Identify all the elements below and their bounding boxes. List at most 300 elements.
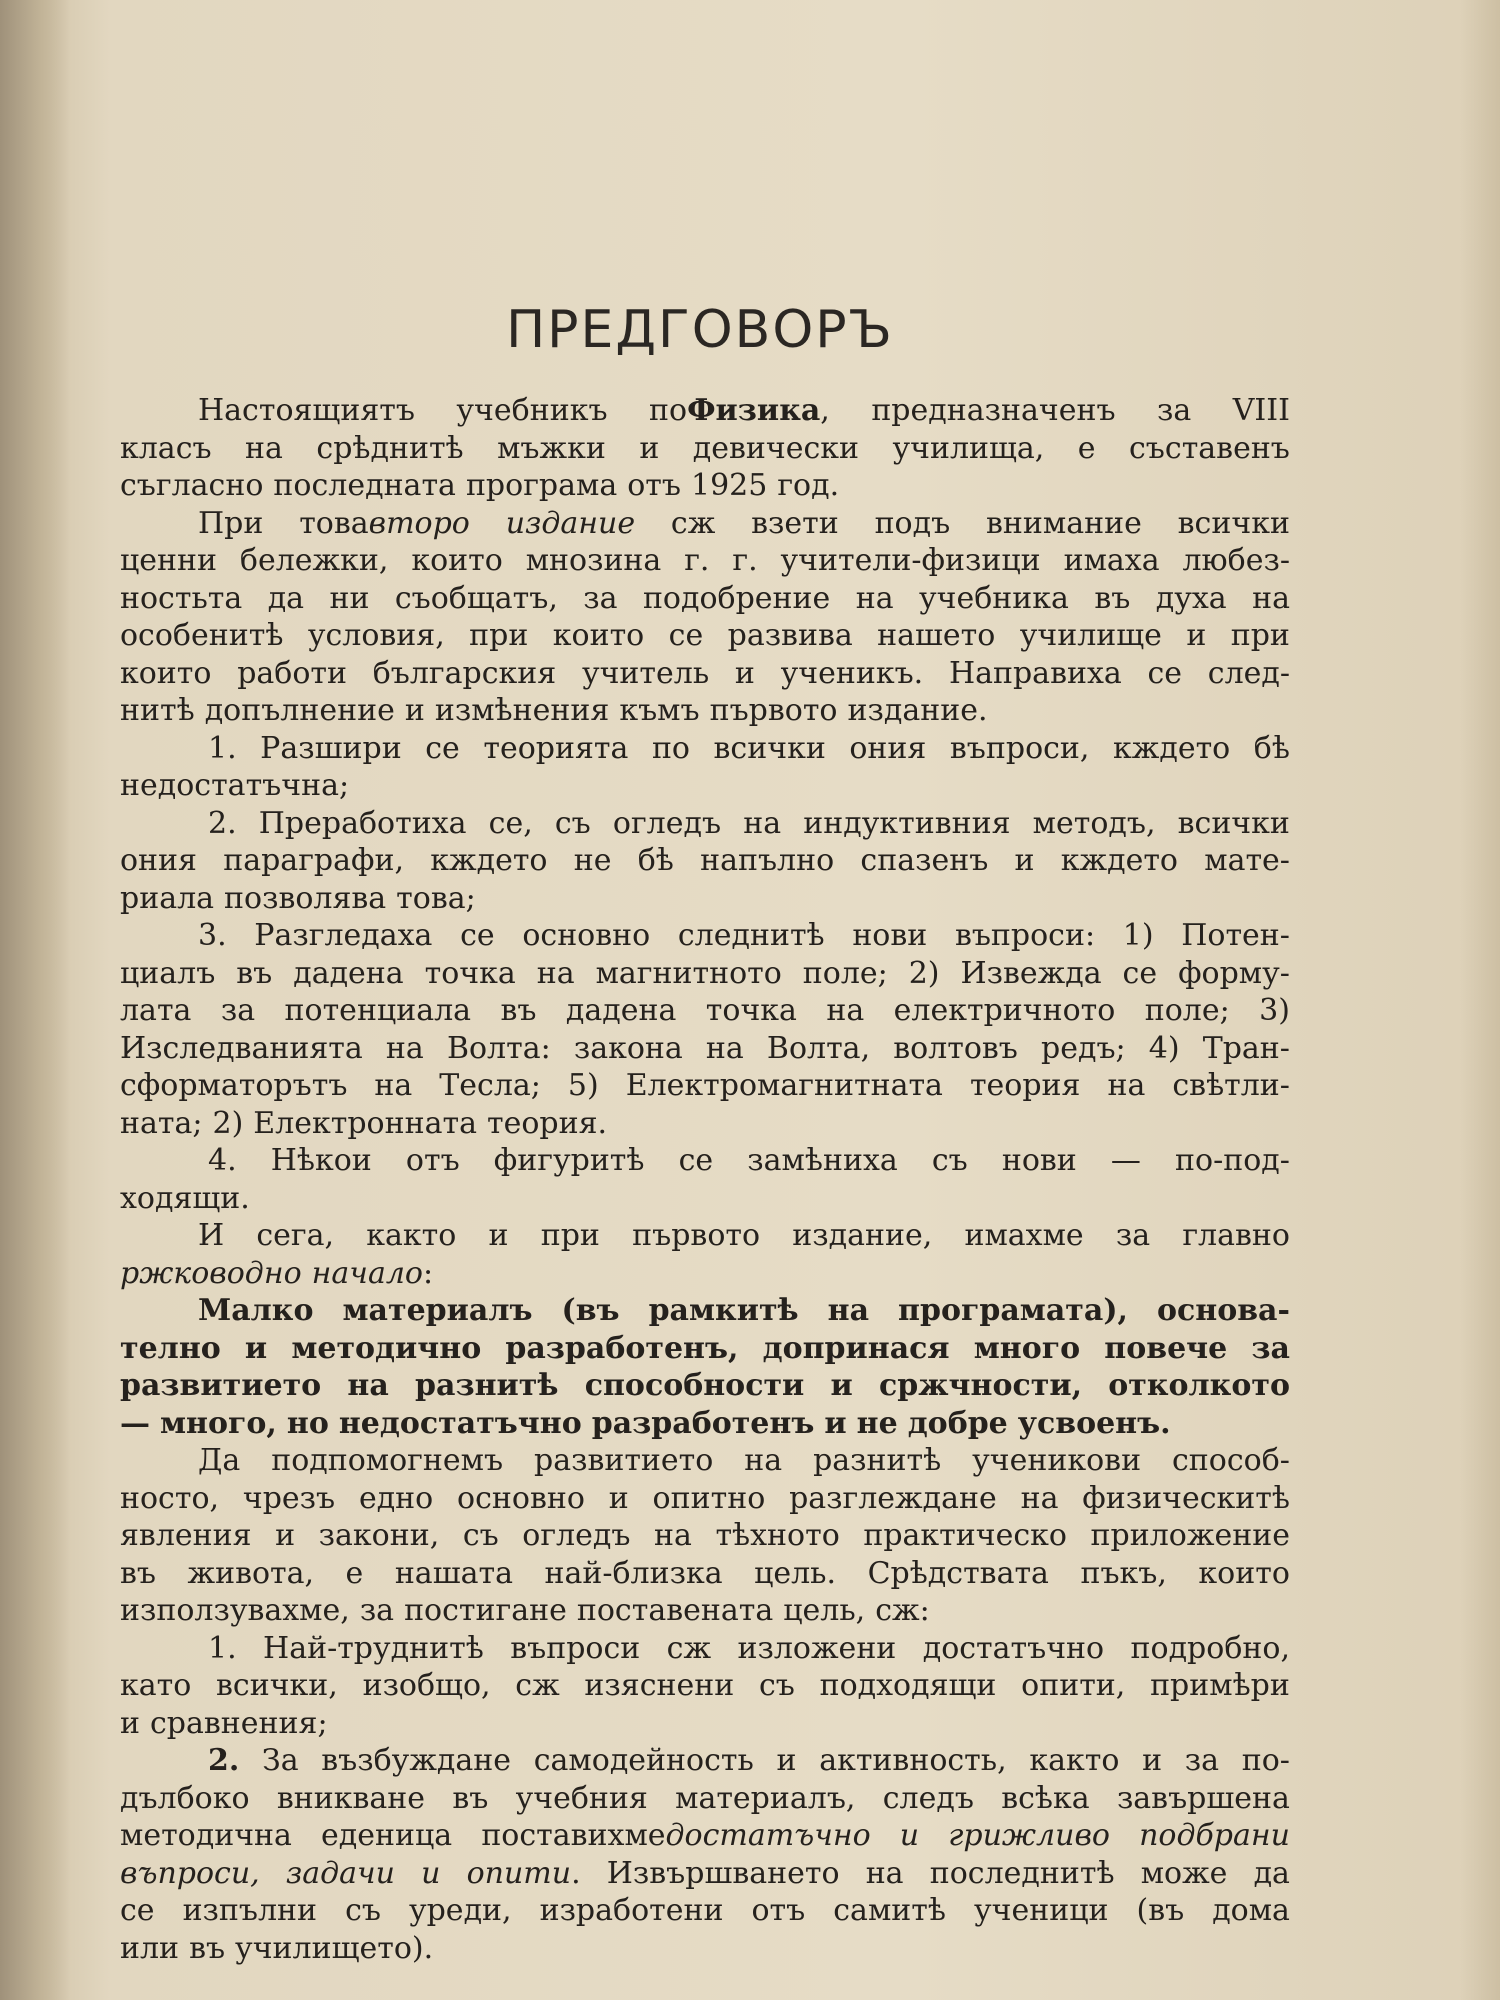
word: поле; <box>802 955 888 991</box>
word: и <box>734 655 755 691</box>
text-line <box>120 1142 1290 1180</box>
word: Направиха <box>948 655 1122 691</box>
word: не <box>573 843 612 878</box>
word: Потен- <box>1181 918 1290 953</box>
word: всички <box>713 730 826 766</box>
text-line <box>120 1367 1290 1405</box>
preface-text <box>120 392 1290 1967</box>
word: учитель <box>581 655 710 691</box>
word: Волта: <box>446 1030 551 1066</box>
text-line <box>120 1930 1290 1968</box>
word: грижливо <box>948 1818 1110 1853</box>
word: ни <box>329 580 370 616</box>
word: любез- <box>1182 543 1290 578</box>
word: теория <box>969 1068 1081 1103</box>
word: първото <box>709 693 838 728</box>
word: Изследванията <box>120 1030 363 1066</box>
word: сега, <box>256 1218 335 1253</box>
word: подробно, <box>1130 1630 1290 1666</box>
word: и <box>830 1368 853 1403</box>
word: въ <box>500 993 537 1028</box>
word: начало: <box>311 1255 434 1291</box>
word: подъ <box>874 505 951 541</box>
word: внимание <box>986 505 1142 541</box>
word: материалъ, <box>675 1780 856 1816</box>
word: и <box>608 1480 629 1516</box>
word: на <box>654 1518 692 1553</box>
word: Преработиха <box>258 805 467 841</box>
word: въ <box>189 1930 226 1966</box>
word: цель. <box>754 1555 837 1591</box>
word: програма <box>465 468 618 503</box>
word: и <box>899 1818 920 1853</box>
word: следнитѣ <box>677 918 825 953</box>
word: товавторо <box>299 505 470 541</box>
word: срѣднитѣ <box>316 430 464 466</box>
word: за <box>1251 1330 1290 1366</box>
word: Нѣкои <box>270 1143 372 1178</box>
word: живота, <box>187 1555 315 1591</box>
word: разработенъ <box>591 1405 815 1441</box>
word: или <box>120 1930 180 1966</box>
word: се <box>1147 655 1183 691</box>
word: Тран- <box>1202 1030 1290 1066</box>
text-line <box>120 1330 1290 1368</box>
word: да <box>267 580 305 616</box>
word: за <box>359 1593 395 1628</box>
word: използувахме, <box>120 1593 350 1628</box>
word: год. <box>777 468 840 503</box>
word: на <box>536 955 575 991</box>
text-line <box>120 1855 1290 1893</box>
word: ония <box>849 730 927 766</box>
text-line <box>120 580 1290 618</box>
word: самитѣ <box>833 1893 946 1928</box>
word: по <box>651 730 690 766</box>
word: всѣка <box>1001 1780 1090 1816</box>
word: съгласно <box>120 468 264 503</box>
text-line <box>120 1292 1290 1330</box>
word: учебния <box>515 1780 648 1816</box>
word: бележки, <box>239 543 389 578</box>
word: бѣ <box>1253 730 1290 766</box>
text-line <box>120 505 1290 543</box>
word: точка <box>424 955 516 991</box>
word: нитѣ <box>120 693 195 728</box>
word: сравнения; <box>150 1705 328 1741</box>
word: за <box>220 993 256 1028</box>
word: спазенъ <box>860 843 989 878</box>
word: които <box>120 655 212 691</box>
word: много <box>973 1330 1081 1366</box>
word: материалъ <box>342 1293 533 1328</box>
word: и <box>421 1855 441 1891</box>
word: може <box>1140 1855 1228 1891</box>
word: достатъчно <box>922 1630 1105 1666</box>
word: отъ <box>751 1893 806 1928</box>
text-line <box>120 842 1290 880</box>
word: както <box>366 1218 457 1253</box>
word: на <box>855 580 894 616</box>
word: съ <box>758 1668 795 1703</box>
word: кждето <box>1060 843 1178 878</box>
word: 3. <box>198 918 227 953</box>
word: издание. <box>847 693 988 728</box>
word: къмъ <box>619 693 700 728</box>
word: последната <box>273 468 456 503</box>
word: — <box>120 1405 150 1441</box>
word: поставената <box>576 1593 774 1628</box>
word: допринася <box>762 1330 950 1366</box>
word: имаха <box>1063 543 1160 578</box>
word: на <box>347 1368 389 1403</box>
word: лата <box>120 993 192 1028</box>
word: мнозина <box>525 543 662 578</box>
word: следъ <box>882 1780 974 1816</box>
word: се <box>460 918 495 953</box>
word: дома <box>1212 1893 1290 1928</box>
word: форму- <box>1178 955 1290 991</box>
word: ученикови <box>972 1443 1142 1478</box>
word: Най-труднитѣ <box>263 1630 484 1666</box>
word: Настоящиятъ <box>198 393 415 428</box>
word: пъкъ, <box>1080 1555 1167 1591</box>
word: Електромагнитната <box>625 1068 943 1103</box>
word: ходящи. <box>120 1180 250 1216</box>
word: подбрани <box>1139 1818 1290 1853</box>
text-line <box>120 655 1290 693</box>
word: въпроси, <box>120 1855 260 1891</box>
word: българския <box>372 655 557 691</box>
word: поФизика, <box>649 393 830 428</box>
word: едно <box>358 1480 434 1516</box>
word: фигуритѣ <box>493 1143 645 1178</box>
word: въпроси <box>510 1630 641 1666</box>
word: отъ <box>627 468 681 503</box>
word: и <box>244 1330 268 1366</box>
word: училището). <box>235 1930 434 1966</box>
word: ценни <box>120 543 218 578</box>
word: класъ <box>120 430 212 466</box>
word: и <box>824 1405 847 1441</box>
word: имахме <box>964 1218 1084 1253</box>
text-line <box>120 767 1290 805</box>
word: на <box>1020 1480 1059 1516</box>
word: на <box>827 1293 870 1328</box>
word: добре <box>907 1405 1008 1441</box>
word: съ <box>345 1893 381 1928</box>
word: това; <box>396 880 476 916</box>
text-line <box>120 1630 1290 1668</box>
word: нашата <box>394 1555 513 1591</box>
word: 4. <box>208 1143 237 1178</box>
word: електричното <box>893 993 1116 1028</box>
word: съ <box>462 1518 499 1553</box>
text-line <box>120 692 1290 730</box>
word: подобрение <box>642 580 831 616</box>
word: и <box>275 1518 296 1553</box>
word: въ <box>1094 580 1131 616</box>
text-line <box>120 1892 1290 1930</box>
word: като <box>120 1668 192 1703</box>
word: условия, <box>307 618 445 653</box>
word: отколкото <box>1108 1368 1290 1403</box>
word: изработени <box>539 1893 724 1928</box>
word: учебника <box>919 580 1069 616</box>
word: приложение <box>1090 1518 1290 1553</box>
word: всички, <box>216 1668 338 1703</box>
word: мъжки <box>497 430 606 466</box>
word: опити. <box>466 1855 581 1891</box>
word: замѣниха <box>747 1143 898 1178</box>
text-line <box>120 917 1290 955</box>
word: се <box>120 1893 155 1928</box>
word: се <box>678 1143 714 1178</box>
word: сж <box>670 505 716 541</box>
page-edge-shadow <box>1460 0 1500 2000</box>
word: учебникъ <box>456 393 608 428</box>
word: теорията <box>483 730 629 766</box>
word: волтовъ <box>893 1030 1018 1066</box>
word: издание, <box>792 1218 933 1253</box>
word: вникване <box>276 1780 426 1816</box>
word: риала <box>120 880 215 916</box>
word: 4) <box>1148 1030 1180 1066</box>
word: училища, <box>892 430 1045 466</box>
word: (въ <box>1136 1893 1185 1928</box>
word: на <box>1252 580 1290 616</box>
word: недостатъчно <box>338 1405 582 1441</box>
word: издание <box>505 505 636 541</box>
text-line <box>120 1705 1290 1743</box>
word: при <box>540 1218 600 1253</box>
word: сж <box>515 1668 560 1703</box>
word: изложени <box>737 1630 897 1666</box>
word: параграфи, <box>223 843 405 878</box>
word: недостатъчна; <box>120 768 350 803</box>
word: огледъ <box>612 805 722 841</box>
text-line <box>120 992 1290 1030</box>
word: развива <box>727 618 853 653</box>
word: и <box>776 1743 797 1778</box>
word: теория. <box>486 1105 608 1141</box>
word: развитието <box>534 1443 714 1478</box>
word: се, <box>488 805 533 841</box>
word: закони, <box>318 1518 440 1553</box>
word: VIII <box>1232 393 1290 428</box>
word: активность, <box>819 1743 1007 1778</box>
word: програмата), <box>898 1293 1128 1328</box>
word: особенитѣ <box>120 618 284 653</box>
word: еденица <box>321 1818 453 1853</box>
text-line <box>120 1442 1290 1480</box>
word: измѣнения <box>434 693 610 728</box>
word: които <box>411 543 503 578</box>
word: и <box>120 1705 140 1741</box>
word: на <box>1107 1068 1146 1103</box>
page-title: ПРЕДГОВОРЪ <box>506 300 894 360</box>
word: закона <box>573 1030 683 1066</box>
word: основа- <box>1156 1293 1290 1328</box>
word: както <box>1029 1743 1120 1778</box>
word: за <box>583 580 618 616</box>
word: — <box>1110 1143 1141 1178</box>
word: практическо <box>863 1518 1067 1553</box>
word: подпомогнемъ <box>271 1443 504 1478</box>
word: постигане <box>404 1593 567 1628</box>
text-line <box>120 1217 1290 1255</box>
word: за <box>1184 1743 1220 1778</box>
word: рамкитѣ <box>648 1293 799 1328</box>
text-line <box>120 542 1290 580</box>
word: след- <box>1207 655 1290 691</box>
word: разработенъ, <box>505 1330 739 1366</box>
word: учители-физици <box>780 543 1041 578</box>
word: Волта, <box>766 1030 871 1066</box>
word: се <box>1122 955 1158 991</box>
word: взети <box>751 505 839 541</box>
word: на <box>743 805 782 841</box>
word: при <box>1230 618 1290 653</box>
word: При <box>198 505 264 541</box>
word: 1. <box>208 730 237 766</box>
text-line <box>120 1030 1290 1068</box>
word: разнитѣ <box>813 1443 942 1478</box>
word: 5) <box>567 1068 599 1103</box>
word: физическитѣ <box>1082 1480 1290 1516</box>
word: въ <box>236 955 273 991</box>
word: ученикъ. <box>780 655 924 691</box>
word: които <box>1198 1555 1290 1591</box>
word: не <box>856 1405 898 1441</box>
word: циалъ <box>120 955 216 991</box>
word: индуктивния <box>803 805 1011 841</box>
text-line <box>120 1517 1290 1555</box>
text-line <box>120 1480 1290 1518</box>
word: на <box>385 1030 424 1066</box>
word: се <box>425 730 460 766</box>
word: 1925 <box>690 468 768 503</box>
word: задачи <box>285 1855 395 1891</box>
word: сж <box>666 1630 712 1666</box>
text-line <box>120 392 1290 430</box>
text-line <box>120 730 1290 768</box>
word: 2) <box>908 955 940 991</box>
word: методична <box>120 1818 292 1853</box>
word: способности <box>584 1368 805 1403</box>
word: г. <box>732 543 758 578</box>
text-line <box>120 430 1290 468</box>
word: първото <box>632 1218 761 1253</box>
word: Извежда <box>960 955 1102 991</box>
word: потенциала <box>284 993 472 1028</box>
word: на <box>744 1443 783 1478</box>
word: съ <box>931 1143 968 1178</box>
word: г. <box>684 543 710 578</box>
word: дълбоко <box>120 1780 250 1816</box>
word: мате- <box>1204 843 1290 878</box>
text-line <box>120 1817 1290 1855</box>
word: на <box>705 1030 744 1066</box>
word: сж: <box>875 1593 930 1628</box>
word: въ <box>120 1555 156 1591</box>
text-line <box>120 1592 1290 1630</box>
word: изяснени <box>584 1668 735 1703</box>
word: Електронната <box>253 1105 477 1141</box>
word: и <box>639 430 660 466</box>
word: ония <box>120 843 197 878</box>
word: поле; <box>1144 993 1230 1028</box>
text-line <box>120 1780 1290 1818</box>
word: последнитѣ <box>929 1855 1115 1891</box>
text-line <box>120 1667 1290 1705</box>
word: позволява <box>224 880 387 916</box>
word: сржчности, <box>879 1368 1083 1403</box>
word: но <box>286 1405 329 1441</box>
word: и <box>488 1218 509 1253</box>
word: методично <box>291 1330 482 1366</box>
word: на <box>374 1068 413 1103</box>
word: нови <box>1001 1143 1077 1178</box>
word: Тесла; <box>439 1068 541 1103</box>
word: 1) <box>1122 918 1154 953</box>
word: ржководно <box>120 1255 302 1291</box>
word: чрезъ <box>242 1480 336 1516</box>
word: дадена <box>293 955 404 991</box>
word: уреди, <box>408 1893 512 1928</box>
word: разнитѣ <box>415 1368 559 1403</box>
word: ученици <box>973 1893 1109 1928</box>
word: училище <box>1019 618 1162 653</box>
text-line <box>120 1180 1290 1218</box>
word: методъ, <box>1032 805 1156 841</box>
word: Срѣдствата <box>867 1555 1049 1591</box>
word: за <box>1115 1218 1151 1253</box>
word: и <box>1142 1743 1163 1778</box>
word: за <box>1157 393 1192 428</box>
word: девически <box>692 430 860 466</box>
word: и <box>1014 843 1035 878</box>
word: подходящи <box>819 1668 997 1703</box>
word: допълнение <box>204 693 395 728</box>
text-line <box>120 1255 1290 1293</box>
word: работи <box>237 655 347 691</box>
word: завършена <box>1116 1780 1290 1816</box>
word: се <box>668 618 704 653</box>
word: телно <box>120 1330 221 1366</box>
word: въпроси: <box>954 918 1096 953</box>
text-line <box>120 955 1290 993</box>
word: изпълни <box>182 1893 318 1928</box>
word: Разшири <box>260 730 402 766</box>
word: Да <box>198 1443 241 1478</box>
word: при <box>469 618 529 653</box>
word: цель, <box>783 1593 866 1628</box>
word: магнитното <box>595 955 782 991</box>
word: поставихмедостатъчно <box>481 1818 871 1853</box>
word: най-близка <box>544 1555 723 1591</box>
word: основно <box>457 1480 585 1516</box>
word: въпроси, <box>949 730 1090 766</box>
text-line <box>120 1067 1290 1105</box>
word: на <box>245 430 283 466</box>
word: е <box>345 1555 364 1591</box>
text-line <box>120 1105 1290 1143</box>
text-line <box>120 1555 1290 1593</box>
word: ната; <box>120 1105 203 1141</box>
word: които <box>552 618 645 653</box>
word: сформаторътъ <box>120 1068 348 1103</box>
